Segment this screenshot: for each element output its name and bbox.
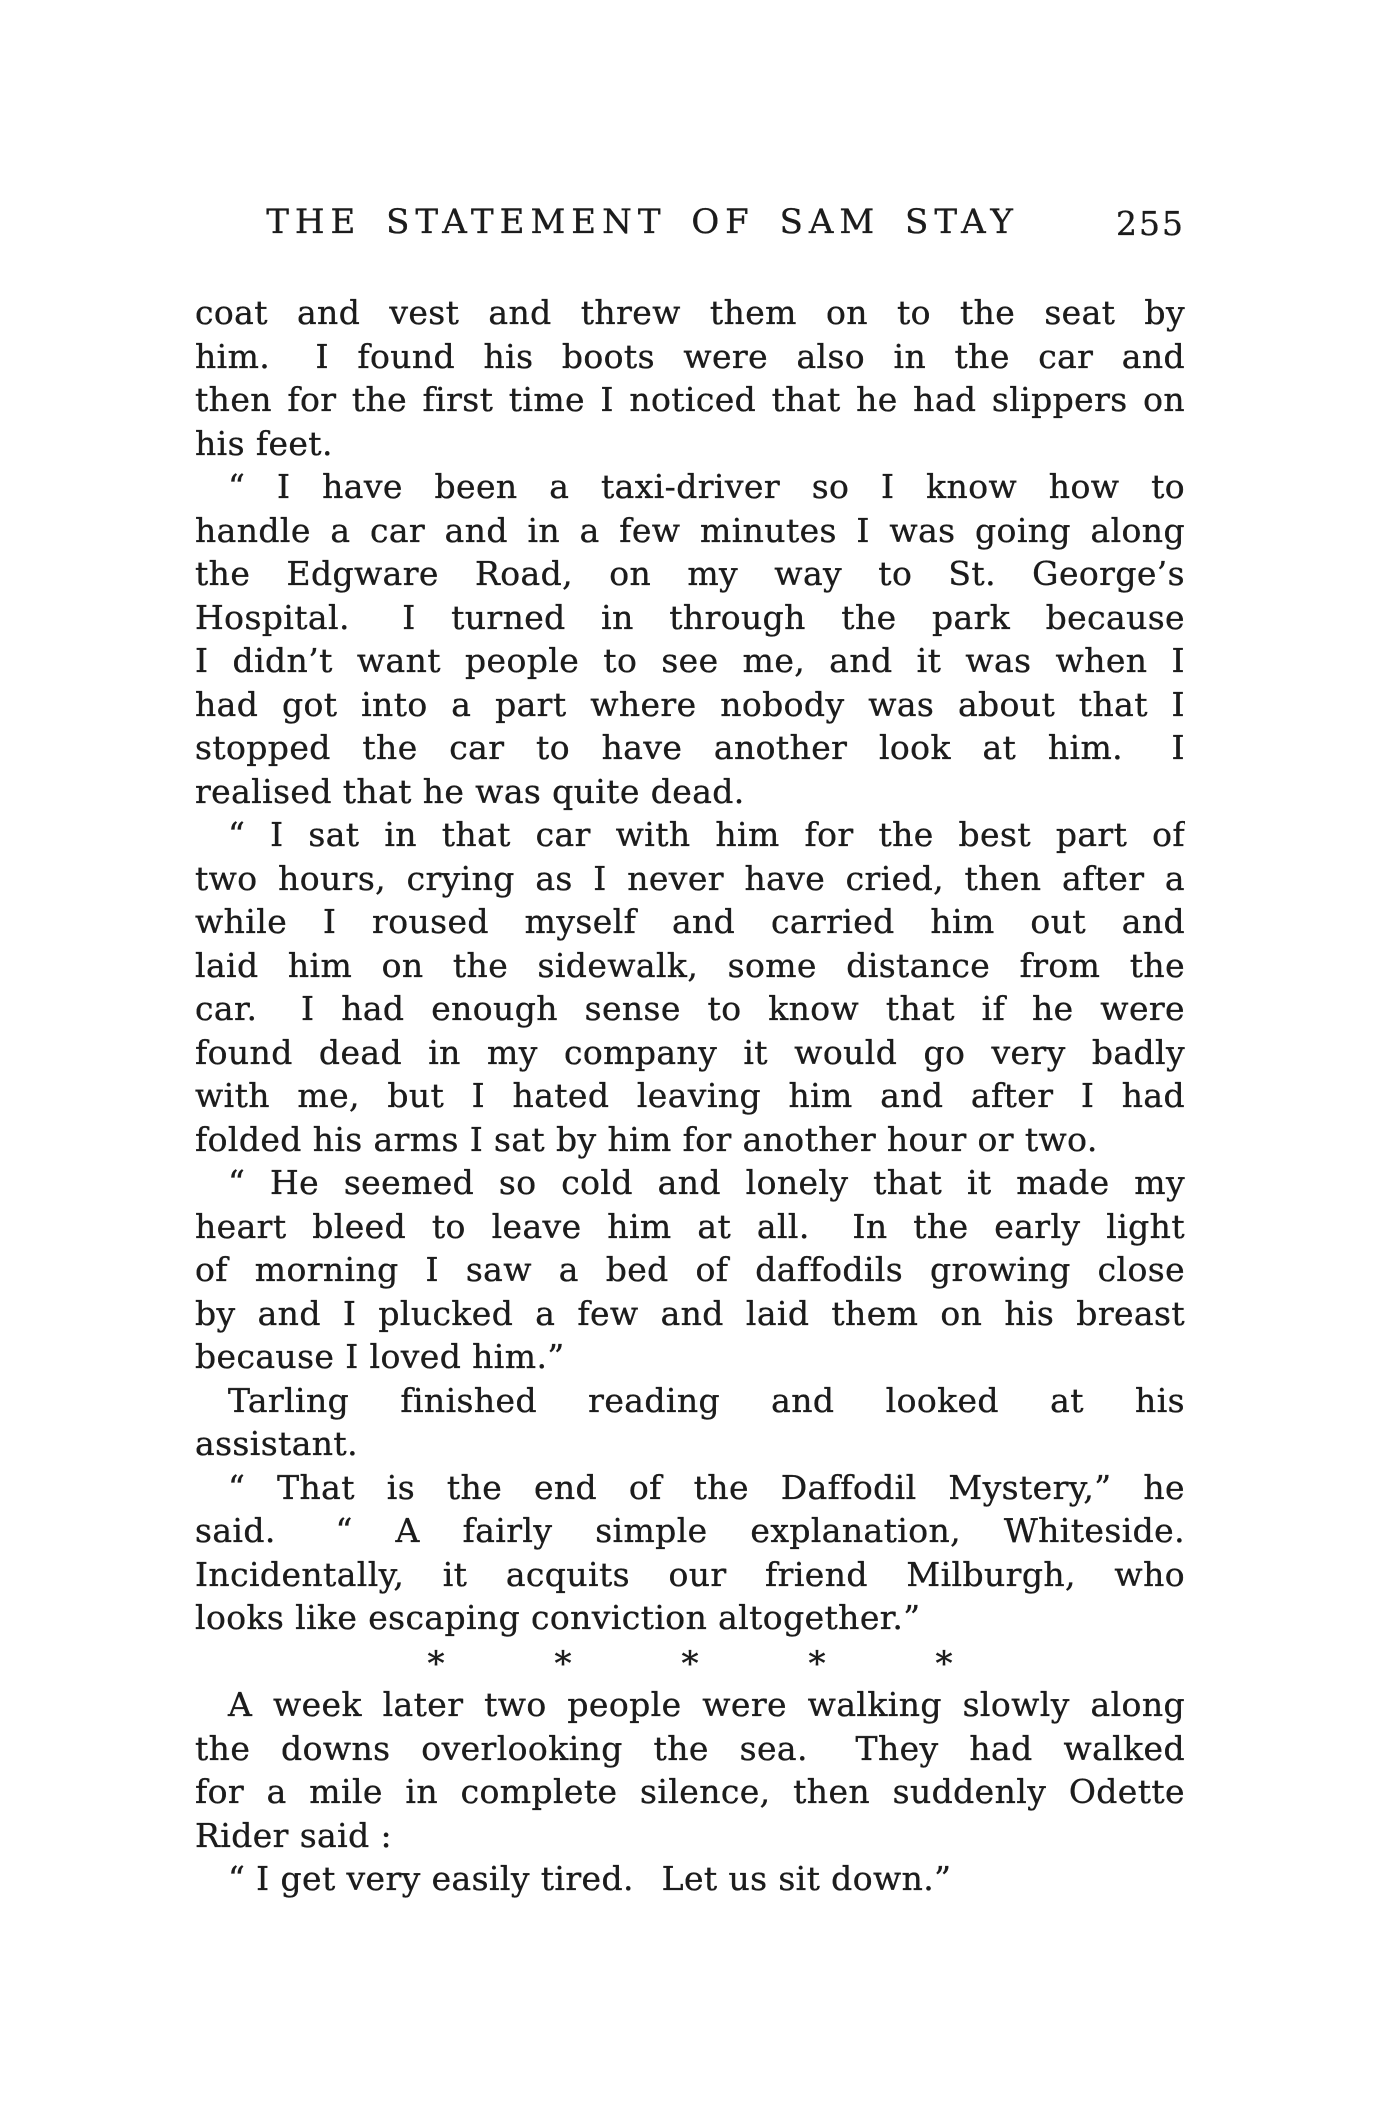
text-line: realised that he was quite dead.: [195, 771, 745, 811]
text-line: assistant.: [195, 1424, 358, 1463]
text-line: Hospital. I turned in through the park because: [195, 597, 1185, 637]
text-line: looks like escaping conviction altogether.”: [195, 1598, 921, 1637]
section-break: [195, 1640, 1185, 1684]
asterisk: *: [681, 1643, 699, 1684]
text-line: I didn’t want people to see me, and it was when I: [195, 641, 1185, 680]
text-line: by and I plucked a few and laid them on his breast: [195, 1293, 1185, 1333]
text-line: A week later two people were walking slowly along: [228, 1685, 1185, 1724]
asterisk: *: [935, 1643, 953, 1684]
text-line: Rider said :: [195, 1815, 393, 1855]
paragraph: [195, 1379, 1185, 1466]
paragraph: [195, 1857, 1185, 1901]
text-line: Tarling finished reading and looked at his: [228, 1380, 1185, 1420]
text-line: of morning I saw a bed of daffodils growing close: [195, 1250, 1185, 1289]
text-line: “ I get very easily tired. Let us sit down.”: [228, 1859, 952, 1898]
text-line: “ He seemed so cold and lonely that it made my: [228, 1163, 1185, 1202]
asterisk: *: [427, 1643, 445, 1684]
text-line: the downs overlooking the sea. They had walked: [195, 1728, 1185, 1768]
paragraph: [195, 1161, 1185, 1379]
text-line: him. I found his boots were also in the car and: [195, 336, 1185, 376]
paragraph: [195, 1683, 1185, 1857]
text-line: said. “ A fairly simple explanation, Whiteside.: [195, 1511, 1185, 1550]
text-line: folded his arms I sat by him for another hour or two.: [195, 1119, 1098, 1159]
text-line: then for the first time I noticed that he had slippers on: [195, 380, 1185, 419]
text-line: his feet.: [195, 423, 333, 463]
text-line: heart bleed to leave him at all. In the early light: [195, 1206, 1185, 1246]
asterisk: *: [554, 1643, 572, 1684]
text-line: because I loved him.”: [195, 1337, 565, 1376]
page-number: 255: [1116, 204, 1185, 243]
text-line: “ I have been a taxi-driver so I know how to: [228, 467, 1185, 506]
text-line: “ I sat in that car with him for the best part of: [228, 815, 1185, 854]
text-line: car. I had enough sense to know that if he were: [195, 989, 1185, 1028]
text-line: stopped the car to have another look at him. I: [195, 728, 1185, 767]
paragraph: [195, 1466, 1185, 1640]
paragraph: [195, 465, 1185, 813]
text-line: found dead in my company it would go very badly: [195, 1032, 1185, 1072]
text-line: had got into a part where nobody was about that I: [195, 684, 1185, 724]
page-body: [195, 291, 1185, 1901]
text-line: two hours, crying as I never have cried, then after a: [195, 858, 1185, 898]
text-line: the Edgware Road, on my way to St. George’s: [195, 554, 1185, 593]
text-line: for a mile in complete silence, then suddenly Odette: [195, 1772, 1185, 1811]
text-line: coat and vest and threw them on to the seat by: [195, 293, 1185, 332]
text-line: Incidentally, it acquits our friend Milburgh, who: [195, 1554, 1185, 1594]
paragraph: [195, 813, 1185, 1161]
text-line: handle a car and in a few minutes I was going along: [195, 510, 1185, 550]
text-line: while I roused myself and carried him out and: [195, 902, 1185, 941]
page-header: [195, 197, 1185, 247]
running-title: THE STATEMENT OF SAM STAY: [266, 202, 1019, 242]
text-line: with me, but I hated leaving him and after I had: [195, 1076, 1185, 1115]
paragraph: [195, 291, 1185, 465]
asterisk: *: [808, 1643, 826, 1684]
text-line: “ That is the end of the Daffodil Mystery,” he: [228, 1467, 1185, 1507]
text-line: laid him on the sidewalk, some distance from the: [195, 945, 1185, 985]
